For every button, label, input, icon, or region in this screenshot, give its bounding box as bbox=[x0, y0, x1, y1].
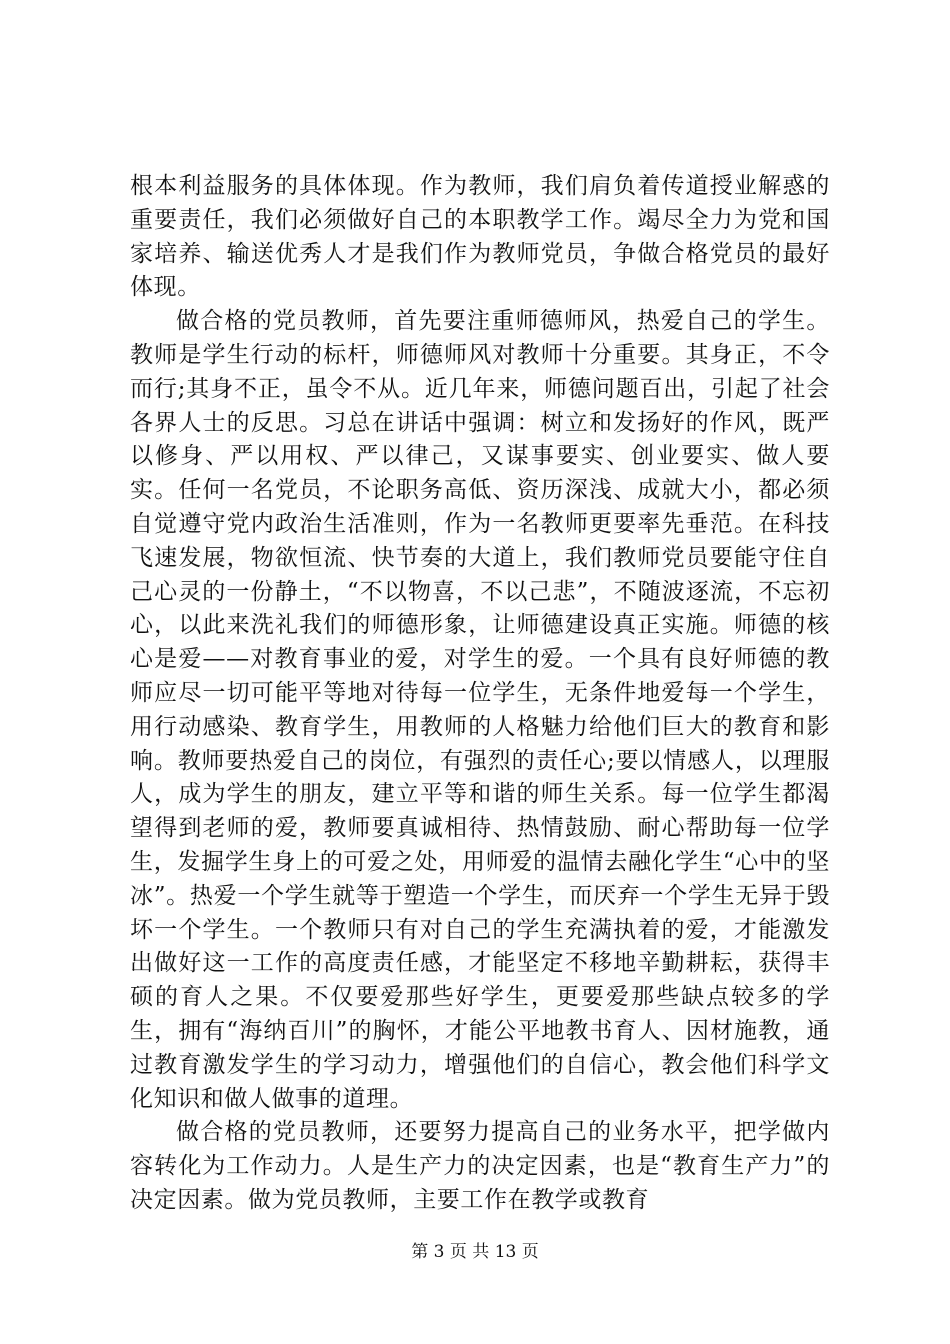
document-body bbox=[130, 170, 830, 1218]
paragraph-3: 做合格的党员教师，还要努力提高自己的业务水平，把学做内容转化为工作动力。人是生产力的决定因素，也是“教育生产力”的决定因素。做为党员教师，主要工作在教学或教育 bbox=[130, 1119, 830, 1213]
paragraph-2: 做合格的党员教师，首先要注重师德师风，热爱自己的学生。教师是学生行动的标杆，师德师风对教师十分重要。其身正，不令而行;其身不正，虽令不从。近几年来，师德问题百出，引起了社会各界人士的反思。习总在讲话中强调：树立和发扬好的作风，既严以修身、严以用权、严以律己，又谋事要实、创业要实、做人要实。任何一名党员，不论职务高低、资历深浅、成就大小，都必须自觉遵守党内政治生活准则，作为一名教师更要率先垂范。在科技飞速发展，物欲恒流、快节奏的大道上，我们教师党员要能守住自己心灵的一份静土，“不以物喜，不以己悲”，不随波逐流，不忘初心，以此来洗礼我们的师德形象，让师德建设真正实施。师德的核心是爱——对教育事业的爱，对学生的爱。一个具有良好师德的教师应尽一切可能平等地对待每一位学生，无条件地爱每一个学生，用行动感染、教育学生，用教师的人格魅力给他们巨大的教育和影响。教师要热爱自己的岗位，有强烈的责任心;要以情感人，以理服人，成为学生的朋友，建立平等和谐的师生关系。每一位学生都渴望得到老师的爱，教师要真诚相待、热情鼓励、耐心帮助每一位学生，发掘学生身上的可爱之处，用师爱的温情去融化学生“心中的坚冰”。热爱一个学生就等于塑造一个学生，而厌弃一个学生无异于毁坏一个学生。一个教师只有对自己的学生充满执着的爱，才能激发出做好这一工作的高度责任感，才能坚定不移地辛勤耕耘，获得丰硕的育人之果。不仅要爱那些好学生，更要爱那些缺点较多的学生，拥有“海纳百川”的胸怀，才能公平地教书育人、因材施教，通过教育激发学生的学习动力，增强他们的自信心，教会他们科学文化知识和做人做事的道理。 bbox=[130, 308, 830, 1112]
page-number-footer: 第 3 页 共 13 页 bbox=[411, 1242, 539, 1262]
paragraph-1: 根本利益服务的具体体现。作为教师，我们肩负着传道授业解惑的重要责任，我们必须做好自己的本职教学工作。竭尽全力为党和国家培养、输送优秀人才是我们作为教师党员，争做合格党员的最好体现。 bbox=[130, 173, 830, 301]
